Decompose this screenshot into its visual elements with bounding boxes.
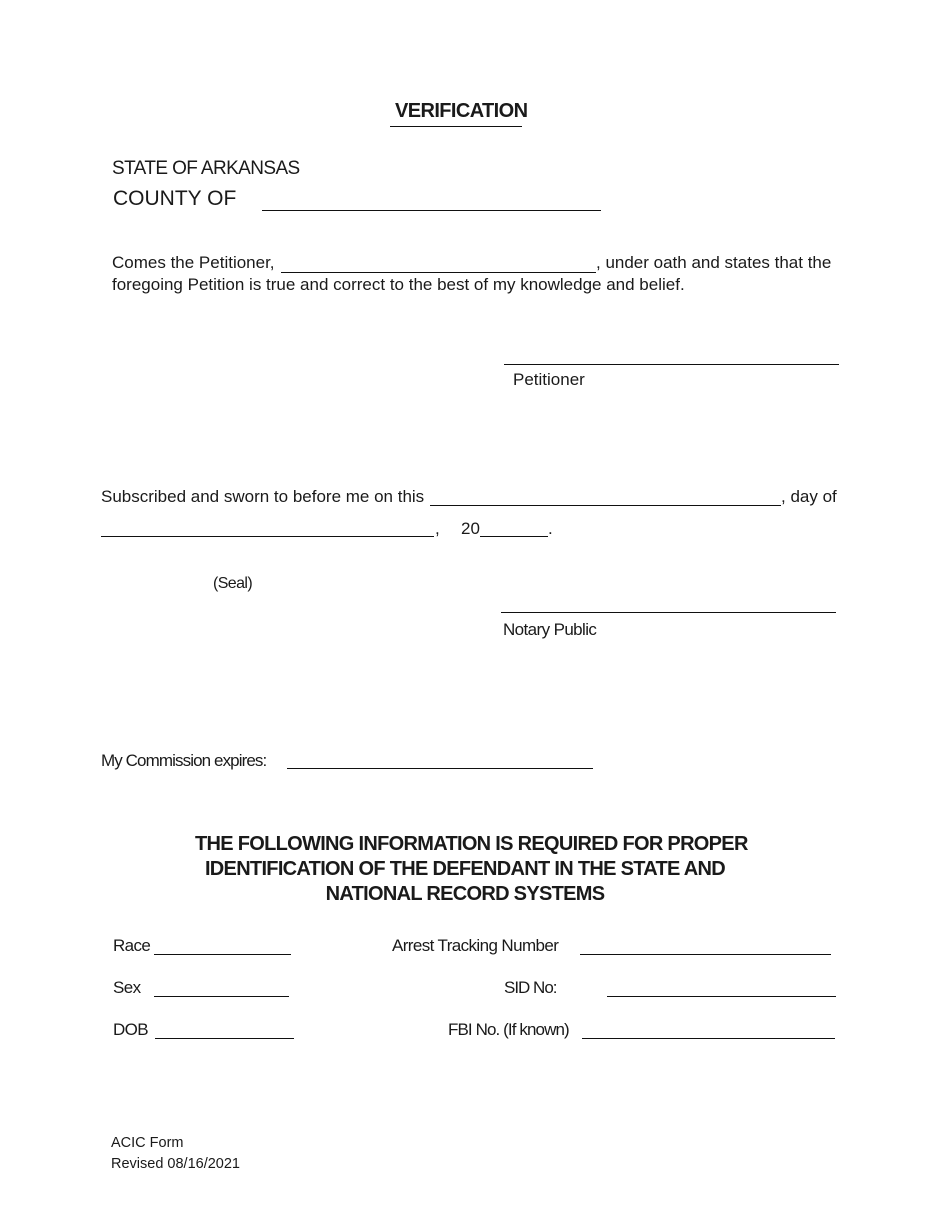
petitioner-name-field[interactable] bbox=[281, 272, 596, 273]
identification-heading-line1: THE FOLLOWING INFORMATION IS REQUIRED FOR PROPER bbox=[195, 833, 748, 855]
sid-label: SID No: bbox=[504, 978, 557, 997]
sworn-text: Subscribed and sworn to before me on this bbox=[101, 487, 425, 506]
commission-label: My Commission expires: bbox=[101, 751, 267, 770]
petitioner-signature-field[interactable] bbox=[504, 364, 839, 365]
petitioner-clause-line2: foregoing Petition is true and correct to the best of my knowledge and belief. bbox=[112, 275, 685, 294]
dob-field[interactable] bbox=[155, 1038, 294, 1039]
day-of-text: , day of bbox=[781, 487, 837, 506]
petitioner-signature-label: Petitioner bbox=[513, 370, 585, 389]
race-label: Race bbox=[113, 936, 151, 955]
county-label: COUNTY OF bbox=[113, 187, 237, 210]
footer-form-name: ACIC Form bbox=[111, 1135, 184, 1151]
arrest-tracking-label: Arrest Tracking Number bbox=[392, 936, 559, 955]
day-field[interactable] bbox=[430, 505, 781, 506]
race-field[interactable] bbox=[154, 954, 291, 955]
commission-expires-field[interactable] bbox=[287, 768, 593, 769]
page-title: VERIFICATION bbox=[395, 100, 528, 122]
year-prefix: 20 bbox=[461, 519, 480, 538]
dob-label: DOB bbox=[113, 1020, 149, 1039]
seal-label: (Seal) bbox=[213, 575, 253, 592]
year-period: . bbox=[548, 519, 553, 538]
fbi-label: FBI No. (If known) bbox=[448, 1020, 569, 1039]
year-field[interactable] bbox=[480, 536, 548, 537]
month-field[interactable] bbox=[101, 536, 434, 537]
state-line: STATE OF ARKANSAS bbox=[112, 158, 300, 179]
sex-field[interactable] bbox=[154, 996, 289, 997]
petitioner-clause-end: , under oath and states that the bbox=[596, 253, 832, 272]
sex-label: Sex bbox=[113, 978, 141, 997]
arrest-tracking-field[interactable] bbox=[580, 954, 831, 955]
notary-signature-field[interactable] bbox=[501, 612, 836, 613]
identification-heading-line2: IDENTIFICATION OF THE DEFENDANT IN THE STATE AND bbox=[204, 858, 726, 880]
identification-heading-line3: NATIONAL RECORD SYSTEMS bbox=[325, 883, 605, 905]
fbi-field[interactable] bbox=[582, 1038, 835, 1039]
title-underline bbox=[390, 126, 522, 127]
notary-label: Notary Public bbox=[503, 620, 597, 639]
footer-revised: Revised 08/16/2021 bbox=[111, 1156, 240, 1172]
sid-field[interactable] bbox=[607, 996, 836, 997]
county-field[interactable] bbox=[262, 210, 601, 211]
identification-heading bbox=[195, 832, 748, 907]
month-comma: , bbox=[435, 519, 440, 538]
petitioner-clause-start: Comes the Petitioner, bbox=[112, 253, 275, 272]
